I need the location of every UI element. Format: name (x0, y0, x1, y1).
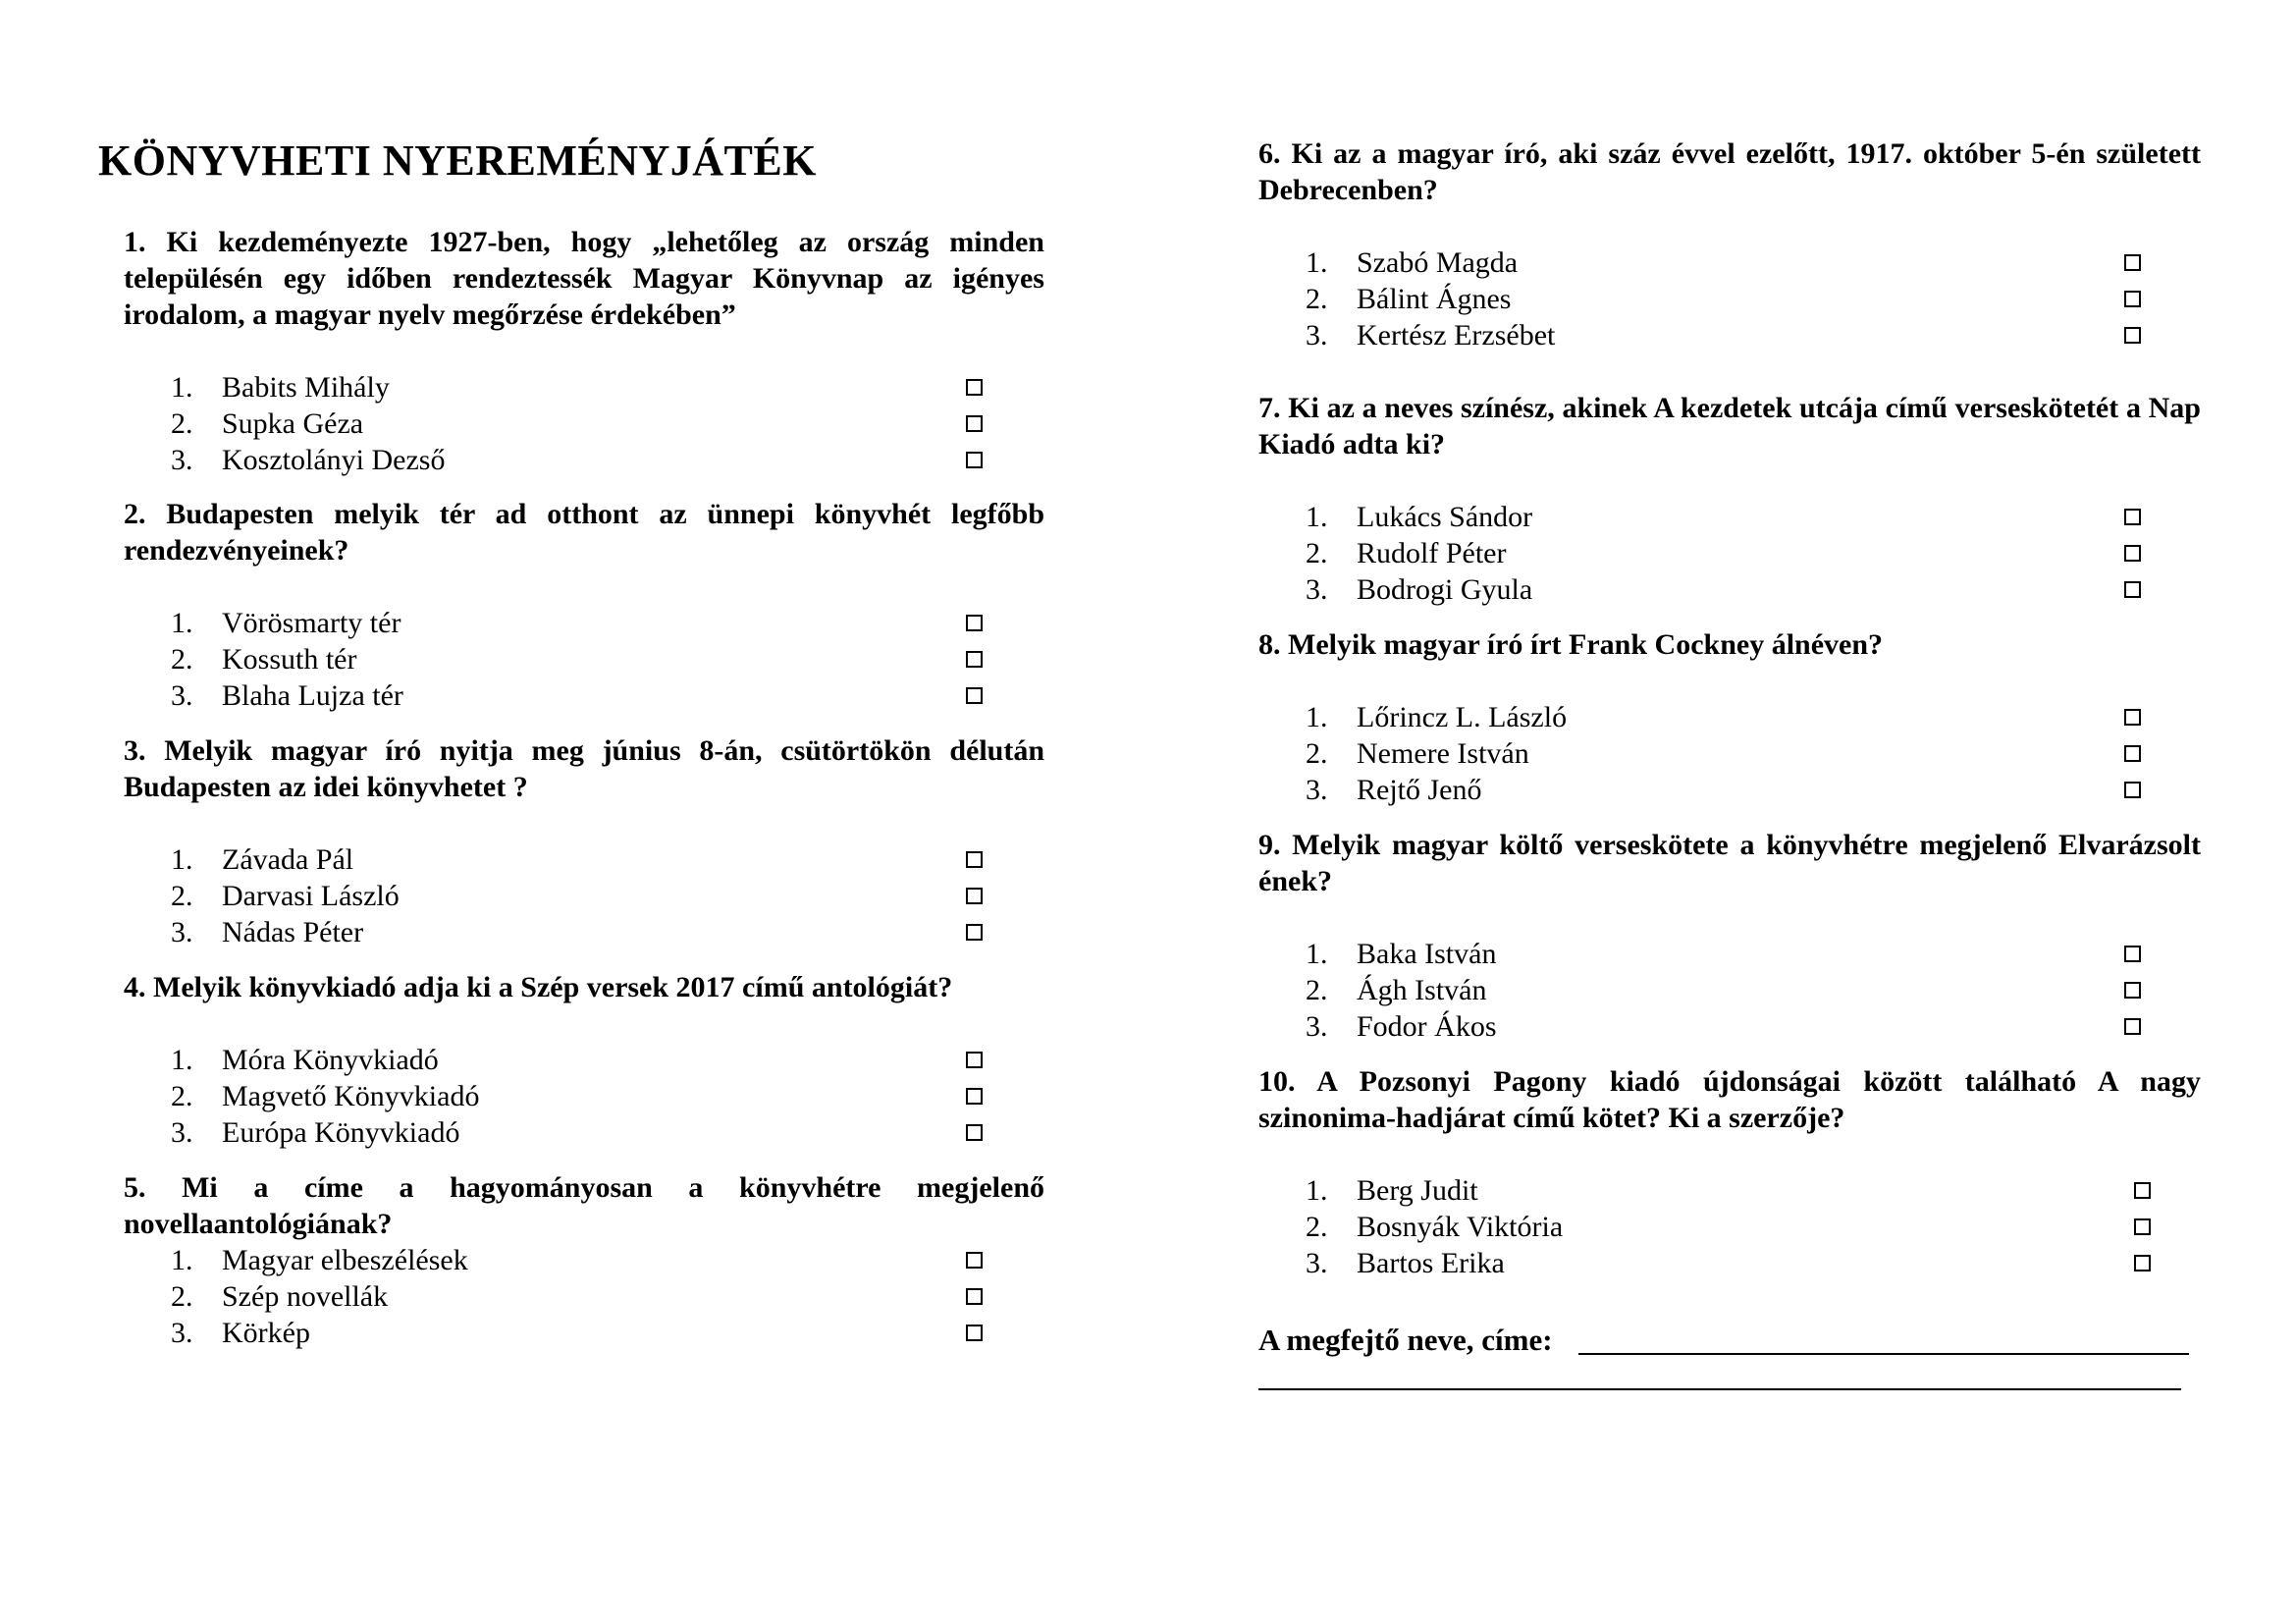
question-7 (1258, 390, 2201, 608)
answer-option (124, 677, 1044, 714)
option-number: 2. (171, 407, 193, 440)
answer-checkbox[interactable] (2124, 254, 2141, 271)
option-label: Rudolf Péter (1357, 537, 1507, 569)
question-number: 2. (124, 498, 146, 530)
option-label: Ágh István (1357, 974, 1487, 1006)
answer-checkbox[interactable] (2124, 946, 2141, 962)
question-9 (1258, 827, 2201, 1045)
question-text (1258, 135, 2201, 208)
answer-option (124, 1114, 1044, 1151)
answer-option (124, 1078, 1044, 1114)
question-text (1258, 1063, 2201, 1136)
answer-option (1258, 244, 2201, 281)
question-text (124, 496, 1044, 568)
question-5 (124, 1169, 1044, 1351)
option-label: Nádas Péter (222, 916, 364, 948)
question-text (124, 969, 1044, 1005)
option-number: 2. (171, 1280, 193, 1313)
question-text (1258, 626, 2201, 663)
option-label: Kossuth tér (222, 643, 357, 676)
answer-checkbox[interactable] (2124, 1018, 2141, 1035)
question-number: 4. (124, 971, 146, 1003)
option-number: 2. (1306, 283, 1328, 315)
answer-option (124, 369, 1044, 406)
answer-option (124, 1278, 1044, 1315)
solver-name-field[interactable] (1578, 1353, 2189, 1355)
option-number: 1. (171, 1044, 193, 1076)
answer-option (1258, 499, 2201, 535)
question-2 (124, 496, 1044, 714)
option-number: 3. (1306, 319, 1328, 352)
question-body: Melyik magyar író nyitja meg június 8-án, csütörtökön délután Budapesten az idei könyvhetet ? (124, 734, 1045, 803)
answer-checkbox[interactable] (966, 1052, 983, 1068)
question-number: 7. (1258, 392, 1281, 424)
option-number: 1. (171, 607, 193, 639)
option-label: Fodor Ákos (1357, 1010, 1497, 1043)
question-text (1258, 390, 2201, 462)
answer-option (1258, 1209, 2201, 1245)
answer-checkbox[interactable] (2124, 545, 2141, 562)
option-number: 3. (171, 916, 193, 948)
option-number: 1. (1306, 1174, 1328, 1207)
answer-checkbox[interactable] (2124, 327, 2141, 344)
answer-checkbox[interactable] (966, 1088, 983, 1105)
option-number: 3. (1306, 1010, 1328, 1043)
option-list (124, 605, 1044, 714)
question-6 (1258, 135, 2201, 353)
answer-option (1258, 772, 2201, 808)
question-body: Ki az a magyar író, aki száz évvel ezelőtt, 1917. október 5-én született Debrecenben? (1258, 137, 2201, 206)
question-body: Mi a címe a hagyományosan a könyvhétre megjelenő novellaantológiának? (124, 1171, 1044, 1240)
option-label: Szabó Magda (1357, 246, 1519, 279)
answer-checkbox[interactable] (966, 924, 983, 941)
question-body: A Pozsonyi Pagony kiadó újdonságai között található A nagy szinonima-hadjárat című kötet? Ki a szerzője? (1258, 1065, 2201, 1134)
answer-checkbox[interactable] (2124, 782, 2141, 798)
solver-address-field[interactable] (1258, 1388, 2181, 1390)
answer-option (124, 1042, 1044, 1078)
answer-checkbox[interactable] (966, 615, 983, 631)
answer-checkbox[interactable] (2134, 1218, 2151, 1235)
option-label: Szép novellák (222, 1280, 389, 1313)
option-label: Bartos Erika (1357, 1247, 1505, 1279)
question-text (124, 732, 1044, 805)
answer-checkbox[interactable] (2124, 291, 2141, 307)
answer-option (1258, 1008, 2201, 1045)
option-label: Körkép (222, 1317, 310, 1349)
option-label: Darvasi László (222, 880, 400, 912)
answer-option (124, 841, 1044, 878)
option-number: 2. (171, 880, 193, 912)
option-label: Kosztolányi Dezső (222, 444, 446, 476)
answer-option (1258, 735, 2201, 772)
answer-checkbox[interactable] (966, 651, 983, 668)
option-number: 1. (1306, 501, 1328, 533)
option-number: 1. (1306, 701, 1328, 733)
option-list (1258, 244, 2201, 353)
option-number: 1. (171, 1244, 193, 1276)
answer-option (124, 442, 1044, 478)
option-list (124, 841, 1044, 950)
answer-checkbox[interactable] (2124, 509, 2141, 525)
answer-checkbox[interactable] (2124, 709, 2141, 726)
answer-option (1258, 936, 2201, 972)
answer-checkbox[interactable] (966, 415, 983, 432)
question-number: 9. (1258, 829, 1281, 861)
answer-option (124, 878, 1044, 914)
option-number: 3. (1306, 1247, 1328, 1279)
option-label: Móra Könyvkiadó (222, 1044, 439, 1076)
question-body: Melyik könyvkiadó adja ki a Szép versek 2017 című antológiát? (153, 971, 953, 1003)
option-label: Európa Könyvkiadó (222, 1116, 460, 1149)
question-4 (124, 969, 1044, 1151)
answer-checkbox[interactable] (2124, 745, 2141, 762)
question-number: 1. (124, 226, 146, 258)
option-label: Bodrogi Gyula (1357, 573, 1533, 606)
option-label: Berg Judit (1357, 1174, 1478, 1207)
option-list (1258, 499, 2201, 608)
question-body: Ki kezdeményezte 1927-ben, hogy „lehetőleg az ország minden településén egy időben rendeztessék Magyar Könyvnap az igényes irodalom, a magyar nyelv megőrzése érdekében” (124, 226, 1044, 331)
option-label: Lőrincz L. László (1357, 701, 1568, 733)
answer-checkbox[interactable] (966, 452, 983, 468)
option-number: 2. (171, 1080, 193, 1112)
solver-name-label: A megfejtő neve, címe: (1258, 1323, 1553, 1357)
option-number: 3. (171, 444, 193, 476)
option-list (124, 1242, 1044, 1351)
answer-option (1258, 571, 2201, 608)
answer-option (1258, 1172, 2201, 1209)
question-number: 6. (1258, 137, 1281, 170)
answer-option (1258, 972, 2201, 1008)
answer-checkbox[interactable] (2124, 581, 2141, 598)
question-number: 10. (1258, 1065, 1296, 1098)
option-list (124, 369, 1044, 478)
option-label: Blaha Lujza tér (222, 679, 403, 712)
option-number: 1. (171, 843, 193, 876)
page-title: KÖNYVHETI NYEREMÉNYJÁTÉK (98, 136, 817, 185)
question-10 (1258, 1063, 2201, 1281)
answer-option (1258, 535, 2201, 571)
question-number: 8. (1258, 628, 1281, 661)
answer-checkbox[interactable] (966, 1325, 983, 1341)
question-body: Melyik magyar író írt Frank Cockney álnéven? (1288, 628, 1884, 661)
answer-option (1258, 281, 2201, 317)
answer-checkbox[interactable] (2134, 1182, 2151, 1199)
option-label: Bálint Ágnes (1357, 283, 1512, 315)
option-label: Nemere István (1357, 737, 1529, 770)
question-number: 5. (124, 1171, 146, 1204)
option-label: Rejtő Jenő (1357, 774, 1482, 806)
question-body: Ki az a neves színész, akinek A kezdetek utcája című verseskötetét a Nap Kiadó adta ki? (1258, 392, 2201, 460)
option-number: 3. (1306, 573, 1328, 606)
option-number: 3. (171, 679, 193, 712)
option-list (1258, 1172, 2201, 1281)
option-number: 1. (1306, 938, 1328, 970)
option-number: 3. (171, 1116, 193, 1149)
option-number: 2. (1306, 974, 1328, 1006)
answer-checkbox[interactable] (966, 1124, 983, 1141)
answer-checkbox[interactable] (966, 379, 983, 396)
option-label: Baka István (1357, 938, 1497, 970)
answer-option (124, 1315, 1044, 1351)
option-label: Kertész Erzsébet (1357, 319, 1556, 352)
question-number: 3. (124, 734, 146, 767)
option-number: 2. (1306, 537, 1328, 569)
option-label: Závada Pál (222, 843, 354, 876)
option-list (124, 1042, 1044, 1151)
answer-option (1258, 1245, 2201, 1281)
answer-checkbox[interactable] (966, 1288, 983, 1305)
option-number: 2. (171, 643, 193, 676)
answer-checkbox[interactable] (966, 851, 983, 868)
question-body: Budapesten melyik tér ad otthont az ünnepi könyvhét legfőbb rendezvényeinek? (124, 498, 1045, 567)
option-list (1258, 936, 2201, 1045)
question-text (124, 224, 1044, 333)
option-number: 3. (1306, 774, 1328, 806)
question-text (1258, 827, 2201, 899)
question-1 (124, 224, 1044, 478)
option-number: 1. (1306, 246, 1328, 279)
option-number: 1. (171, 371, 193, 404)
option-number: 2. (1306, 1211, 1328, 1243)
answer-option (1258, 317, 2201, 353)
option-label: Magyar elbeszélések (222, 1244, 468, 1276)
option-label: Magvető Könyvkiadó (222, 1080, 480, 1112)
answer-option (124, 605, 1044, 641)
option-number: 3. (171, 1317, 193, 1349)
answer-checkbox[interactable] (2134, 1255, 2151, 1271)
answer-option (124, 914, 1044, 950)
option-label: Lukács Sándor (1357, 501, 1533, 533)
answer-checkbox[interactable] (966, 1252, 983, 1269)
answer-checkbox[interactable] (2124, 982, 2141, 999)
answer-option (124, 641, 1044, 677)
question-body: Melyik magyar költő verseskötete a könyvhétre megjelenő Elvarázsolt ének? (1258, 829, 2201, 897)
answer-option (124, 406, 1044, 442)
option-number: 2. (1306, 737, 1328, 770)
option-label: Supka Géza (222, 407, 364, 440)
option-label: Vörösmarty tér (222, 607, 401, 639)
option-list (1258, 699, 2201, 808)
question-8 (1258, 626, 2201, 808)
answer-checkbox[interactable] (966, 687, 983, 704)
answer-option (124, 1242, 1044, 1278)
option-label: Babits Mihály (222, 371, 390, 404)
answer-checkbox[interactable] (966, 888, 983, 904)
answer-option (1258, 699, 2201, 735)
question-3 (124, 732, 1044, 950)
option-label: Bosnyák Viktória (1357, 1211, 1564, 1243)
question-text (124, 1169, 1044, 1242)
